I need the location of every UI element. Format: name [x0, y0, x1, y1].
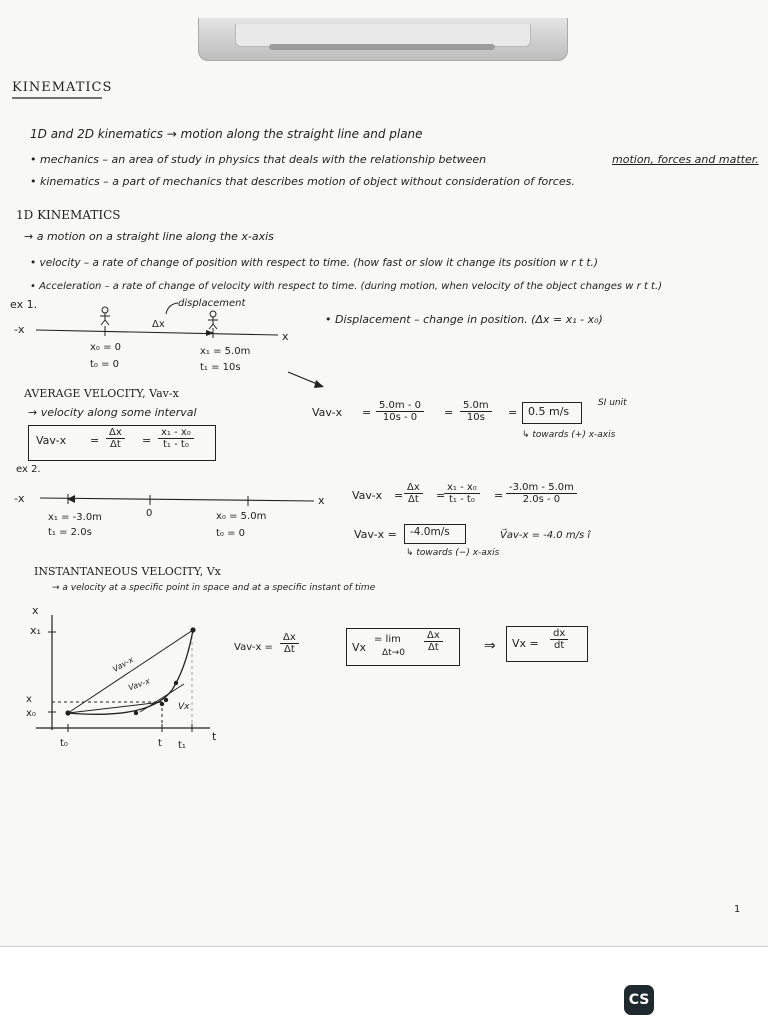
calc2-vector-note: V⃗av-x = -4.0 m/s î: [500, 530, 591, 541]
ex1-neg-x: -x: [14, 323, 25, 336]
ex1-label: ex 1.: [10, 298, 38, 311]
avg-formula-eq2: =: [142, 434, 152, 447]
limit-den: Δt: [428, 642, 439, 653]
limit-lim: = lim: [374, 634, 401, 645]
calc2-eq3: =: [494, 489, 504, 502]
mechanics-underlined: motion, forces and matter.: [612, 153, 759, 166]
ex2-label: ex 2.: [16, 464, 41, 475]
section-1d-heading: 1D KINEMATICS: [16, 208, 121, 222]
acceleration-definition: • Acceleration – a rate of change of velocity with respect to time. (during motion, when velocity of the object changes w r t t.): [30, 281, 663, 292]
ex2-t0: t₀ = 0: [216, 528, 246, 539]
calc1-frac2-den: 10s: [466, 412, 485, 423]
frac1-num: Δx: [106, 427, 125, 439]
limit-num: Δx: [424, 630, 443, 642]
graph-x-label: x: [26, 694, 32, 705]
frac2-den: t₁ - t₀: [163, 439, 189, 450]
calc2-lhs: Vav-x: [352, 489, 383, 502]
calc1-eq3: =: [508, 406, 518, 419]
derivative-num: dx: [550, 628, 568, 640]
ex1-x0: x₀ = 0: [90, 342, 122, 353]
implies-arrow: ⇒: [484, 638, 496, 654]
calc1-lhs: Vav-x: [312, 406, 343, 419]
ex2-neg-x: -x: [14, 492, 25, 505]
calc2-frac3-num: -3.0m - 5.0m: [506, 482, 577, 494]
limit-frac: [424, 630, 443, 653]
calc1-direction: ↳ towards (+) x-axis: [522, 430, 616, 440]
inst-avg-lhs: Vav-x =: [234, 642, 273, 653]
frac1-den: Δt: [110, 439, 121, 450]
graph-secant1-label: Vav-x: [111, 655, 135, 674]
limit-lhs: Vx: [352, 641, 367, 654]
ex2-zero: 0: [146, 508, 153, 519]
intro-line: 1D and 2D kinematics → motion along the straight line and plane: [30, 127, 423, 141]
calc1-frac1-num: 5.0m - 0: [376, 400, 424, 412]
derivative-den: dt: [553, 640, 565, 651]
limit-sub: Δt→0: [382, 648, 405, 658]
calc2-result-lhs: Vav-x =: [354, 528, 397, 541]
velocity-definition: • velocity – a rate of change of position with respect to time. (how fast or slow it change its position w r t t.): [30, 257, 598, 269]
ex1-delta-x: Δx: [152, 319, 165, 330]
calc1-result: 0.5 m/s: [528, 405, 570, 418]
inst-velocity-heading: INSTANTANEOUS VELOCITY, Vx: [34, 565, 221, 578]
graph-secant2-label: Vav-x: [127, 676, 152, 693]
calc2-frac3-den: 2.0s - 0: [522, 494, 561, 505]
calc2-eq1: =: [394, 489, 404, 502]
calc2-frac1-num: Δx: [404, 482, 423, 494]
graph-y-axis-label: x: [32, 604, 39, 617]
page-title: KINEMATICS: [12, 80, 113, 95]
ex1-pos-x: x: [282, 330, 289, 343]
inst-avg-frac: [280, 632, 299, 655]
ex2-x1: x₁ = -3.0m: [48, 512, 102, 523]
derivative-frac: [550, 628, 568, 651]
camscanner-logo: CS: [624, 985, 654, 1015]
kinematics-definition: • kinematics – a part of mechanics that describes motion of object without consideration of forces.: [30, 175, 575, 188]
calc1-eq2: =: [444, 406, 454, 419]
ex2-t1: t₁ = 2.0s: [48, 527, 92, 538]
derivative-lhs: Vx =: [512, 637, 539, 650]
frac2-num: x₁ - x₀: [158, 427, 194, 439]
avg-formula-eq1: =: [90, 434, 100, 447]
inst-velocity-desc: → a velocity at a specific point in space and at a specific instant of time: [52, 583, 376, 593]
si-unit-note: SI unit: [598, 398, 627, 408]
graph-t1-label: t₁: [178, 740, 186, 751]
graph-tangent-label: Vx: [178, 702, 190, 712]
ex1-displacement-label: displacement: [178, 298, 246, 309]
calc2-eq2: =: [436, 489, 446, 502]
avg-formula-lhs: Vav-x: [36, 434, 67, 447]
ex2-x0: x₀ = 5.0m: [216, 511, 267, 522]
calc2-direction: ↳ towards (−) x-axis: [406, 548, 500, 558]
graph-x0-label: x₀: [26, 708, 36, 719]
ex1-x1: x₁ = 5.0m: [200, 346, 251, 357]
section-1d-desc: → a motion on a straight line along the x-axis: [24, 230, 274, 243]
calc1-eq1: =: [362, 406, 372, 419]
graph-t-label: t: [158, 738, 162, 749]
graph-t0-label: t₀: [60, 738, 68, 749]
inst-avg-num: Δx: [280, 632, 299, 644]
graph-x1-label: x₁: [30, 624, 41, 637]
avg-velocity-heading: AVERAGE VELOCITY, Vav-x: [24, 387, 179, 400]
mechanics-definition: • mechanics – an area of study in physics that deals with the relationship between: [30, 153, 487, 166]
calc2-frac2-den: t₁ - t₀: [449, 494, 475, 505]
graph-t-axis-label: t: [212, 730, 217, 743]
avg-velocity-desc: → velocity along some interval: [28, 406, 197, 419]
calc2-frac1-den: Δt: [408, 494, 419, 505]
calc1-frac1-den: 10s - 0: [382, 412, 418, 423]
ex1-t0: t₀ = 0: [90, 359, 120, 370]
ex1-t1: t₁ = 10s: [200, 362, 241, 373]
calc2-frac2-num: x₁ - x₀: [444, 482, 480, 494]
inst-avg-den: Δt: [284, 644, 295, 655]
calc1-frac2-num: 5.0m: [460, 400, 492, 412]
calc2-result: -4.0m/s: [410, 526, 450, 538]
ex2-pos-x: x: [318, 494, 325, 507]
displacement-note: • Displacement – change in position. (Δx = x₁ - x₀): [325, 313, 603, 326]
page-number: 1: [734, 904, 741, 915]
